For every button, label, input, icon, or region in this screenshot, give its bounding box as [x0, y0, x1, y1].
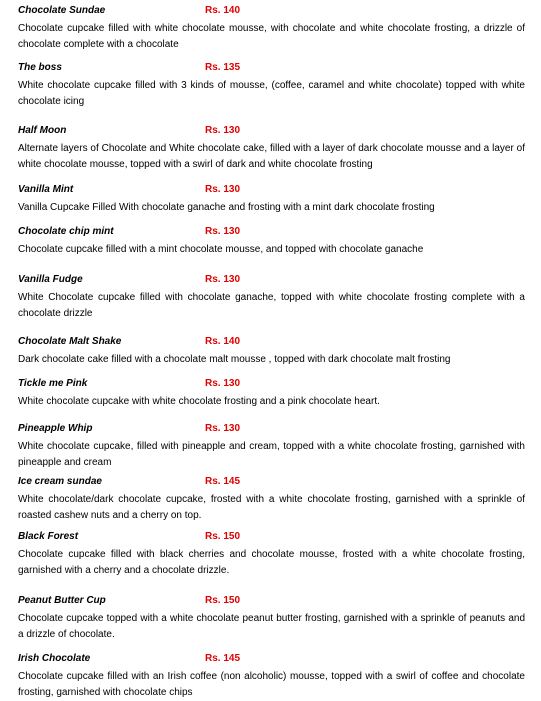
item-name: Chocolate chip mint: [18, 226, 114, 237]
item-price: Rs. 130: [205, 184, 241, 195]
item-name: Tickle me Pink: [18, 378, 88, 389]
item-price: Rs. 130: [205, 378, 241, 389]
item-name: Black Forest: [18, 531, 79, 542]
item-name: The boss: [18, 62, 62, 73]
item-description: Chocolate cupcake topped with a white chocolate peanut butter frosting, garnished with a sprinkle of peanuts and a drizzle of chocolate.: [18, 613, 525, 640]
menu-item-irish-chocolate: [18, 652, 525, 701]
item-price: Rs. 130: [205, 226, 241, 237]
item-description: Chocolate cupcake filled with a mint chocolate mousse, and topped with chocolate ganache: [18, 244, 424, 255]
menu-item-vanilla-fudge: [18, 273, 525, 322]
item-price: Rs. 145: [205, 653, 241, 664]
item-price: Rs. 145: [205, 476, 241, 487]
item-description: White chocolate cupcake filled with 3 kinds of mousse, (coffee, caramel and white chocolate) topped with white chocolate icing: [18, 80, 525, 107]
menu-item-black-forest: [18, 530, 525, 579]
item-name: Half Moon: [18, 125, 67, 136]
item-name: Ice cream sundae: [18, 476, 102, 487]
item-name: Vanilla Fudge: [18, 274, 83, 285]
menu-item-peanut-butter-cup: [18, 594, 525, 643]
item-name: Vanilla Mint: [18, 184, 74, 195]
item-description: White chocolate/dark chocolate cupcake, frosted with a white chocolate frosting, garnished with a sprinkle of roasted cashew nuts and a cherry on top.: [18, 494, 525, 521]
menu-item-tickle-me-pink: [18, 377, 525, 410]
item-description: Chocolate cupcake filled with black cherries and chocolate mousse, frosted with a white chocolate frosting, garnished with a cherry and a chocolate drizzle.: [18, 549, 525, 576]
menu-item-vanilla-mint: [18, 183, 525, 216]
item-price: Rs. 150: [205, 595, 241, 606]
item-name: Pineapple Whip: [18, 423, 93, 434]
item-price: Rs. 150: [205, 531, 241, 542]
item-description: Alternate layers of Chocolate and White chocolate cake, filled with a layer of dark chocolate mousse and a layer of white chocolate mousse, topped with a swirl of dark and white chocolate frosting: [18, 143, 525, 170]
menu-item-chocolate-malt-shake: [18, 335, 525, 368]
item-price: Rs. 135: [205, 62, 241, 73]
item-description: White chocolate cupcake with white chocolate frosting and a pink chocolate heart.: [18, 396, 380, 407]
item-price: Rs. 140: [205, 5, 241, 16]
menu-item-the-boss: [18, 61, 525, 110]
item-description: Vanilla Cupcake Filled With chocolate ganache and frosting with a mint dark chocolate frosting: [18, 202, 435, 213]
menu-item-chocolate-sundae: [18, 4, 525, 53]
item-description: Chocolate cupcake filled with an Irish coffee (non alcoholic) mousse, topped with a swirl of coffee and chocolate frosting, garnished with chocolate chips: [18, 671, 525, 698]
item-name: Peanut Butter Cup: [18, 595, 106, 606]
item-name: Irish Chocolate: [18, 653, 91, 664]
item-price: Rs. 130: [205, 125, 241, 136]
menu-item-pineapple-whip: [18, 422, 525, 471]
menu-item-half-moon: [18, 124, 525, 173]
item-description: Chocolate cupcake filled with white chocolate mousse, with chocolate and white chocolate frosting, a drizzle of chocolate complete with a chocolate: [18, 23, 525, 50]
item-name: Chocolate Malt Shake: [18, 336, 122, 347]
menu-item-ice-cream-sundae: [18, 475, 525, 524]
item-description: Dark chocolate cake filled with a chocolate malt mousse , topped with dark chocolate malt frosting: [18, 354, 451, 365]
item-price: Rs. 130: [205, 274, 241, 285]
item-description: White Chocolate cupcake filled with chocolate ganache, topped with white chocolate frosting complete with a chocolate drizzle: [18, 292, 525, 319]
item-description: White chocolate cupcake, filled with pineapple and cream, topped with a white chocolate frosting, garnished with pineapple and cream: [18, 441, 525, 468]
item-name: Chocolate Sundae: [18, 5, 106, 16]
item-price: Rs. 130: [205, 423, 241, 434]
menu-item-chocolate-chip-mint: [18, 225, 525, 258]
item-price: Rs. 140: [205, 336, 241, 347]
